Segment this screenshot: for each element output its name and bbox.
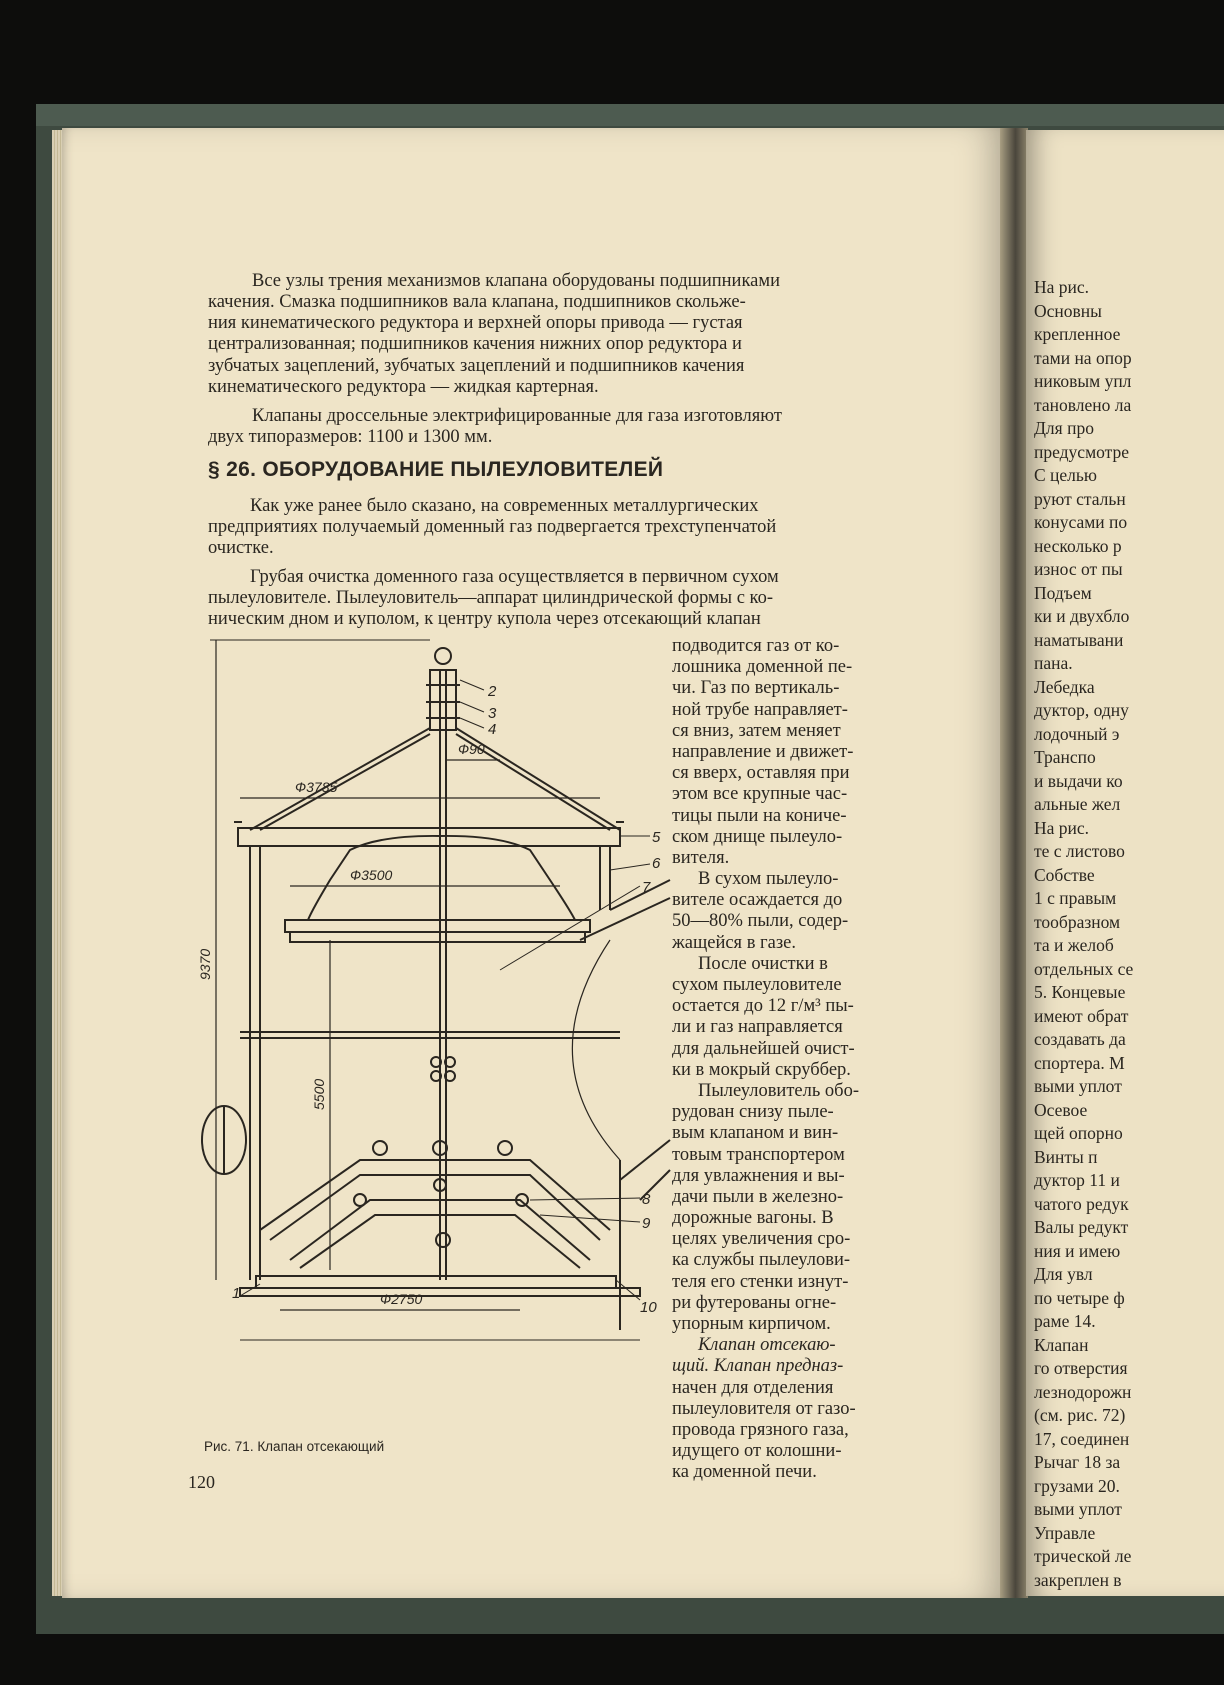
text-line: Рычаг 18 за — [1034, 1452, 1121, 1472]
text-line: жащейся в газе. — [672, 932, 796, 953]
dimension-label: 9370 — [197, 948, 213, 980]
text-line: те с листово — [1034, 841, 1125, 861]
text-line: начен для отделения — [672, 1377, 834, 1398]
dimension-label: Ф2750 — [380, 1291, 423, 1307]
text-line: пана. — [1034, 653, 1073, 673]
text-line: После очистки в — [698, 953, 828, 974]
text-line: вителе осаждается до — [672, 890, 843, 911]
text-line: Клапан — [1034, 1334, 1089, 1355]
text-line: зубчатых зацеплений, зубчатых зацеплений и подшипников качения — [208, 356, 745, 376]
text-line: Все узлы трения механизмов клапана оборудованы подшипниками — [252, 271, 780, 291]
text-line: лодочный э — [1034, 723, 1120, 744]
text-line: конусами по — [1034, 512, 1128, 532]
callout-label: 9 — [642, 1215, 651, 1232]
text-line: руют стальн — [1034, 488, 1126, 509]
text-line: Собстве — [1034, 864, 1095, 885]
text-line: Транспо — [1034, 747, 1096, 767]
text-line: Как уже ранее было сказано, на современных металлургических — [250, 496, 759, 516]
dimension-label: Ф3500 — [350, 867, 393, 883]
text-line: Клапан отсекаю- — [698, 1335, 836, 1356]
text-line: целях увеличения сро- — [672, 1229, 851, 1250]
text-line: Основны — [1034, 300, 1102, 321]
text-line: ри футерованы огне- — [672, 1292, 837, 1313]
text-line: дорожные вагоны. В — [672, 1208, 834, 1229]
text-line: Для про — [1034, 418, 1094, 438]
text-line: спортера. М — [1034, 1052, 1125, 1073]
page-number: 120 — [188, 1472, 215, 1492]
text-line: Управле — [1034, 1522, 1096, 1543]
text-line: остается до 12 г/м³ пы- — [672, 996, 854, 1017]
callout-label: 7 — [642, 879, 651, 896]
text-line: ки и двухбло — [1034, 606, 1130, 626]
text-line: предусмотре — [1034, 441, 1130, 462]
text-line: щей опорно — [1034, 1123, 1123, 1143]
text-line: выми уплот — [1034, 1499, 1122, 1519]
text-line: В сухом пылеуло- — [698, 869, 839, 890]
right-page — [1026, 130, 1224, 1596]
text-line: ния и имею — [1034, 1240, 1121, 1261]
text-line: кинематического редуктора — жидкая картерная. — [208, 377, 599, 397]
text-line: пылеуловителя от газо- — [672, 1398, 856, 1419]
text-line: чи. Газ по вертикаль- — [672, 678, 840, 699]
text-line: двух типоразмеров: 1100 и 1300 мм. — [208, 427, 493, 447]
text-line: очистке. — [208, 538, 274, 558]
dimension-label: 5500 — [311, 1078, 327, 1110]
text-line: подводится газ от ко- — [672, 636, 840, 656]
figure-caption: Рис. 71. Клапан отсекающий — [204, 1439, 385, 1454]
text-line: никовым упл — [1034, 371, 1132, 391]
text-line: го отверстия — [1034, 1358, 1128, 1378]
book-gutter — [1000, 128, 1028, 1598]
text-line: Лебедка — [1034, 676, 1095, 697]
text-line: На рис. — [1034, 817, 1090, 838]
text-line: Пылеуловитель обо- — [698, 1080, 859, 1101]
text-line: для дальнейшей очист- — [672, 1038, 855, 1059]
text-line: дуктор 11 и — [1034, 1170, 1120, 1190]
text-line: 5. Концевые — [1034, 982, 1126, 1002]
figure-cutoff-valve — [197, 640, 670, 1410]
text-line: трической ле — [1034, 1546, 1132, 1566]
text-line: пылеуловителе. Пылеуловитель—аппарат цилиндрической формы с ко- — [208, 588, 773, 608]
text-line: для увлажнения и вы- — [672, 1165, 845, 1186]
text-line: закреплен в — [1034, 1569, 1122, 1590]
text-line: ли и газ направляется — [672, 1017, 843, 1038]
callout-label: 4 — [488, 721, 497, 738]
book-cover-edge — [36, 104, 1224, 126]
text-line: На рис. — [1034, 277, 1090, 297]
text-line: ния кинематического редуктора и верхней опоры привода — густая — [208, 313, 743, 333]
text-line: ки в мокрый скруббер. — [672, 1059, 851, 1080]
text-line: дуктор, одну — [1034, 700, 1129, 720]
text-line: раме 14. — [1034, 1311, 1096, 1331]
text-line: Подъем — [1034, 582, 1092, 603]
text-line: Валы редукт — [1034, 1217, 1129, 1237]
dimension-label: Ф90 — [458, 741, 485, 757]
text-line: ной трубе направляет- — [672, 699, 848, 720]
text-line: ка доменной печи. — [672, 1462, 817, 1483]
text-line: провода грязного газа, — [672, 1419, 849, 1440]
text-line: идущего от колошни- — [672, 1441, 842, 1462]
text-line: альные жел — [1034, 794, 1121, 814]
text-line: сухом пылеуловителе — [672, 975, 842, 995]
text-line: ском днище пылеуло- — [672, 826, 843, 847]
text-line: Винты п — [1034, 1146, 1098, 1167]
text-line: этом все крупные час- — [672, 784, 848, 805]
text-line: Осевое — [1034, 1099, 1088, 1120]
text-line: теля его стенки изнут- — [672, 1271, 849, 1292]
text-line: грузами 20. — [1034, 1475, 1120, 1496]
callout-label: 10 — [640, 1299, 657, 1316]
text-line: и выдачи ко — [1034, 770, 1123, 791]
text-line: ническим дном и куполом, к центру купола через отсекающий клапан — [208, 609, 761, 629]
text-line: имеют обрат — [1034, 1005, 1129, 1026]
text-line: тообразном — [1034, 911, 1121, 932]
text-line: С целью — [1034, 465, 1097, 485]
text-line: крепленное — [1034, 324, 1121, 344]
text-line: Клапаны дроссельные электрифицированные для газа изготовляют — [252, 406, 782, 426]
text-line: создавать да — [1034, 1029, 1126, 1049]
callout-label: 6 — [652, 855, 661, 872]
text-line: (см. рис. 72) — [1034, 1405, 1126, 1425]
callout-label: 3 — [488, 705, 497, 722]
text-line: тицы пыли на кониче- — [672, 805, 847, 826]
text-line: дачи пыли в железно- — [672, 1186, 844, 1207]
figure-side-column — [672, 636, 859, 1484]
section-heading: § 26. ОБОРУДОВАНИЕ ПЫЛЕУЛОВИТЕЛЕЙ — [208, 458, 664, 481]
text-line: ка службы пылеулови- — [672, 1250, 851, 1271]
text-line: чатого редук — [1034, 1193, 1129, 1214]
text-line: ся вниз, затем меняет — [672, 720, 841, 741]
text-line: упорным кирпичом. — [672, 1314, 831, 1334]
text-line: несколько р — [1034, 535, 1122, 556]
text-line: износ от пы — [1034, 559, 1123, 579]
callout-label: 2 — [488, 683, 497, 700]
text-line: направление и движет- — [672, 741, 854, 762]
text-line: качения. Смазка подшипников вала клапана, подшипников скольже- — [208, 292, 746, 312]
text-line: вителя. — [672, 847, 730, 868]
text-line: Для увл — [1034, 1264, 1093, 1284]
text-line: тановлено ла — [1034, 394, 1132, 415]
callout-label: 1 — [232, 1285, 241, 1302]
callout-label: 5 — [652, 829, 661, 846]
text-line: 1 с правым — [1034, 888, 1117, 908]
text-line: лезнодорожн — [1034, 1381, 1132, 1402]
text-line: 17, соединен — [1034, 1428, 1130, 1449]
right-page-text — [1034, 276, 1133, 1592]
dimension-label: Ф3785 — [295, 779, 338, 795]
text-line: выми уплот — [1034, 1076, 1122, 1096]
text-line: наматывани — [1034, 629, 1124, 650]
text-line: вым клапаном и вин- — [672, 1123, 839, 1144]
text-line: та и желоб — [1034, 935, 1114, 955]
callout-label: 8 — [642, 1191, 651, 1208]
text-line: по четыре ф — [1034, 1287, 1125, 1308]
text-line: централизованная; подшипников качения нижних опор редуктора и — [208, 334, 742, 354]
text-line: тами на опор — [1034, 347, 1132, 368]
text-line: рудован снизу пыле- — [672, 1102, 834, 1123]
text-line: предприятиях получаемый доменный газ подвергается трехступенчатой — [208, 517, 777, 537]
text-line: Грубая очистка доменного газа осуществляется в первичном сухом — [250, 567, 779, 587]
text-line: товым транспортером — [672, 1144, 845, 1165]
text-line: щий. Клапан предназ- — [672, 1356, 844, 1377]
text-line: 50—80% пыли, содер- — [672, 911, 849, 932]
text-line: отдельных се — [1034, 958, 1134, 979]
text-line: ся вверх, оставляя при — [672, 763, 850, 784]
text-line: лошника доменной пе- — [672, 657, 853, 678]
